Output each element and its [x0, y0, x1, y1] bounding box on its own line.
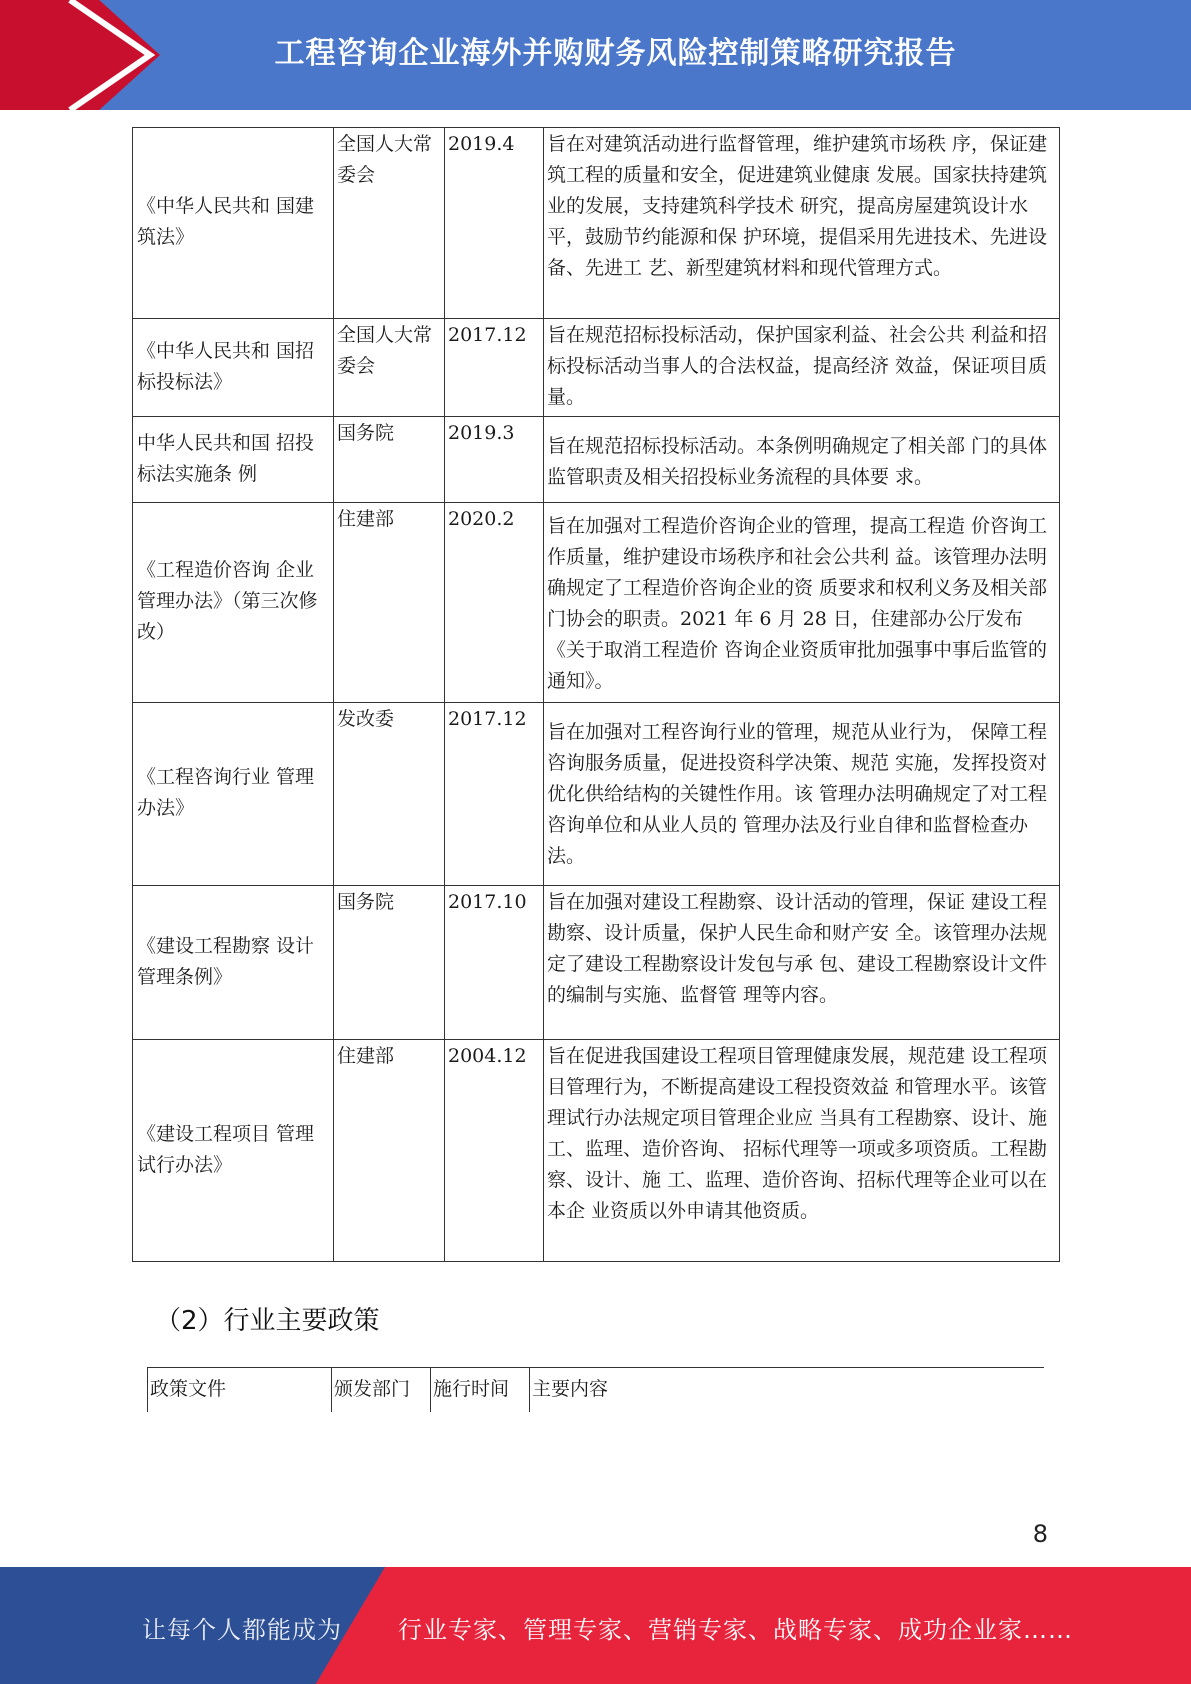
header-chevron-icon [0, 0, 160, 110]
regulation-department: 国务院 [334, 886, 445, 1040]
regulation-name: 《中华人民共和 国招标投标法》 [133, 319, 334, 417]
page-header [0, 0, 1191, 110]
regulation-name: 《建设工程项目 管理试行办法》 [133, 1040, 334, 1262]
regulation-date: 2017.12 [445, 703, 544, 886]
table-header-cell: 主要内容 [529, 1368, 729, 1412]
table-row [133, 1040, 1060, 1262]
regulation-date: 2004.12 [445, 1040, 544, 1262]
regulation-content: 旨在加强对建设工程勘察、设计活动的管理，保证 建设工程勘察、设计质量，保护人民生命和财产安 全。该管理办法规定了建设工程勘察设计发包与承 包、建设工程勘察设计文件的编制与实施、监督管 理等内容。 [544, 886, 1060, 1040]
regulation-name: 《建设工程勘察 设计管理条例》 [133, 886, 334, 1040]
regulation-name: 《中华人民共和 国建筑法》 [133, 128, 334, 319]
regulation-date: 2019.4 [445, 128, 544, 319]
regulation-department: 全国人大常委会 [334, 128, 445, 319]
regulation-content: 旨在规范招标投标活动。本条例明确规定了相关部 门的具体监管职责及相关招投标业务流程的具体要 求。 [544, 417, 1060, 503]
policy-table-header [147, 1367, 1044, 1412]
table-row [133, 319, 1060, 417]
regulation-date: 2020.2 [445, 503, 544, 703]
regulations-table [132, 127, 1060, 1262]
footer-slogan-right: 行业专家、管理专家、营销专家、战略专家、成功企业家…… [398, 1616, 1073, 1644]
table-row [133, 703, 1060, 886]
regulation-name: 《工程咨询行业 管理办法》 [133, 703, 334, 886]
regulation-department: 发改委 [334, 703, 445, 886]
regulation-date: 2017.10 [445, 886, 544, 1040]
section-heading: （2）行业主要政策 [155, 1306, 380, 1336]
table-header-cell: 政策文件 [147, 1368, 331, 1412]
regulation-content: 旨在加强对工程造价咨询企业的管理，提高工程造 价咨询工作质量，维护建设市场秩序和社会公共利 益。该管理办法明确规定了工程造价咨询企业的资 质要求和权利义务及相关部门协会的职责。2021 年 6 月 28 日，住建部办公厅发布《关于取消工程造价 咨询企业资质审批加强事中事后监管的通知》。 [544, 503, 1060, 703]
footer-slogan-left: 让每个人都能成为 [142, 1616, 342, 1644]
page-footer [0, 1567, 1191, 1684]
regulation-date: 2019.3 [445, 417, 544, 503]
regulation-content: 旨在对建筑活动进行监督管理，维护建筑市场秩 序，保证建筑工程的质量和安全，促进建筑业健康 发展。国家扶持建筑业的发展，支持建筑科学技术 研究，提高房屋建筑设计水平，鼓励节约能源和保 护环境，提倡采用先进技术、先进设备、先进工 艺、新型建筑材料和现代管理方式。 [544, 128, 1060, 319]
regulation-content: 旨在加强对工程咨询行业的管理，规范从业行为， 保障工程咨询服务质量，促进投资科学决策、规范 实施，发挥投资对优化供给结构的关键性作用。该 管理办法明确规定了对工程咨询单位和从业人员的 管理办法及行业自律和监督检查办法。 [544, 703, 1060, 886]
table-header-cell: 颁发部门 [331, 1368, 430, 1412]
table-row [133, 417, 1060, 503]
regulation-department: 国务院 [334, 417, 445, 503]
regulation-department: 住建部 [334, 1040, 445, 1262]
page-number: 8 [1032, 1520, 1048, 1548]
regulation-department: 全国人大常委会 [334, 319, 445, 417]
regulation-department: 住建部 [334, 503, 445, 703]
document-title: 工程咨询企业海外并购财务风险控制策略研究报告 [274, 36, 957, 71]
regulation-name: 中华人民共和国 招投标法实施条 例 [133, 417, 334, 503]
regulation-name: 《工程造价咨询 企业管理办法》（第三次修改） [133, 503, 334, 703]
table-row [133, 128, 1060, 319]
table-header-cell: 施行时间 [430, 1368, 529, 1412]
regulation-date: 2017.12 [445, 319, 544, 417]
table-row [133, 503, 1060, 703]
regulation-content: 旨在规范招标投标活动，保护国家利益、社会公共 利益和招标投标活动当事人的合法权益，提高经济 效益，保证项目质量。 [544, 319, 1060, 417]
table-row [133, 886, 1060, 1040]
regulation-content: 旨在促进我国建设工程项目管理健康发展，规范建 设工程项目管理行为，不断提高建设工程投资效益 和管理水平。该管理试行办法规定项目管理企业应 当具有工程勘察、设计、施工、监理、造价咨询、 招标代理等一项或多项资质。工程勘察、设计、施 工、监理、造价咨询、招标代理等企业可以在本企 业资质以外申请其他资质。 [544, 1040, 1060, 1262]
